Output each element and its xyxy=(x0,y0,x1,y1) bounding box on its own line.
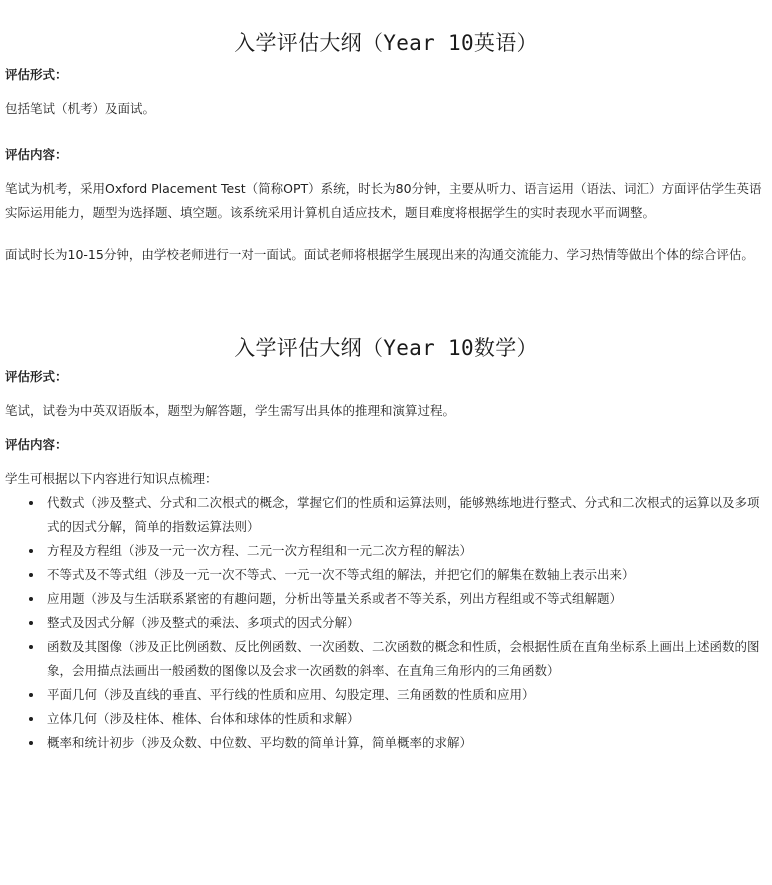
math-content-label: 评估内容： xyxy=(5,437,68,452)
english-content-written-test: 笔试为机考，采用Oxford Placement Test（简称OPT）系统，时长为80分钟，主要从听力、语言运用（语法、词汇）方面评估学生英语实际运用能力，题型为选择题、填空题。该系统采用计算机自适应技术，题目难度将根据学生的实时表现水平而调整。 xyxy=(5,181,762,220)
document-page xyxy=(0,28,772,885)
math-topic-item: • 应用题（涉及与生活联系紧密的有趣问题，分析出等量关系或者不等关系，列出方程组或不等式组解题） xyxy=(44,587,767,611)
math-section xyxy=(5,333,767,755)
math-title: 入学评估大纲（Year 10数学） xyxy=(234,336,538,360)
math-form-text: 笔试，试卷为中英双语版本，题型为解答题，学生需写出具体的推理和演算过程。 xyxy=(5,403,456,418)
math-topic-item: • 代数式（涉及整式、分式和二次根式的概念，掌握它们的性质和运算法则，能够熟练地进行整式、分式和二次根式的运算以及多项式的因式分解，简单的指数运算法则） xyxy=(44,491,767,539)
math-topic-item: • 整式及因式分解（涉及整式的乘法、多项式的因式分解） xyxy=(44,611,767,635)
math-topic-item: • 函数及其图像（涉及正比例函数、反比例函数、一次函数、二次函数的概念和性质，会根据性质在直角坐标系上画出上述函数的图象，会用描点法画出一般函数的图像以及会求一次函数的斜率、在直角三角形内的三角函数） xyxy=(44,635,767,683)
math-topic-item: • 立体几何（涉及柱体、椎体、台体和球体的性质和求解） xyxy=(44,707,767,731)
math-form-label: 评估形式： xyxy=(5,369,68,384)
english-content-interview: 面试时长为10-15分钟，由学校老师进行一对一面试。面试老师将根据学生展现出来的沟通交流能力、学习热情等做出个体的综合评估。 xyxy=(5,247,754,262)
english-title: 入学评估大纲（Year 10英语） xyxy=(234,31,538,55)
english-form-label: 评估形式： xyxy=(5,67,68,82)
math-topic-list xyxy=(5,491,767,755)
math-topic-item: • 方程及方程组（涉及一元一次方程、二元一次方程组和一元二次方程的解法） xyxy=(44,539,767,563)
english-form-text: 包括笔试（机考）及面试。 xyxy=(5,101,156,116)
math-topic-item: • 不等式及不等式组（涉及一元一次不等式、一元一次不等式组的解法，并把它们的解集在数轴上表示出来） xyxy=(44,563,767,587)
math-content-intro: 学生可根据以下内容进行知识点梳理： xyxy=(5,471,218,486)
math-topic-item: • 平面几何（涉及直线的垂直、平行线的性质和应用、勾股定理、三角函数的性质和应用） xyxy=(44,683,767,707)
math-topic-item: • 概率和统计初步（涉及众数、中位数、平均数的简单计算，简单概率的求解） xyxy=(44,731,767,755)
english-content-label: 评估内容： xyxy=(5,147,68,162)
english-section xyxy=(5,28,767,267)
